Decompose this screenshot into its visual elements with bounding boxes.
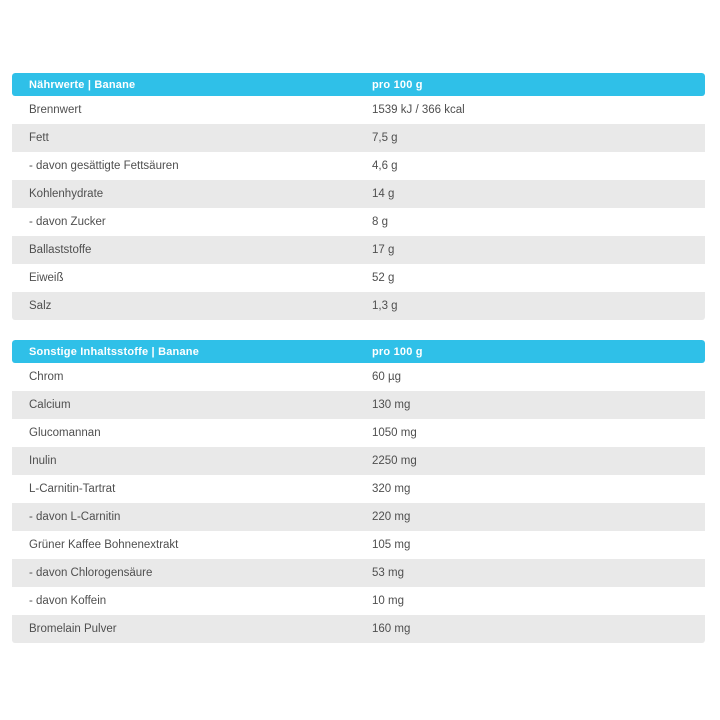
table-row [12, 419, 705, 447]
table-row [12, 475, 705, 503]
row-label: - davon Chlorogensäure [29, 567, 153, 579]
row-label: Brennwert [29, 104, 82, 116]
table-row [12, 236, 705, 264]
row-label: Ballaststoffe [29, 244, 92, 256]
row-label: Salz [29, 300, 52, 312]
row-label: - davon Zucker [29, 216, 106, 228]
row-label: - davon L-Carnitin [29, 511, 121, 523]
table-row [12, 447, 705, 475]
table-body [12, 363, 705, 643]
row-value: 220 mg [372, 511, 411, 523]
table-row [12, 503, 705, 531]
table-row [12, 363, 705, 391]
row-label: Bromelain Pulver [29, 623, 117, 635]
table-header [12, 340, 705, 363]
row-value: 1,3 g [372, 300, 398, 312]
table-row [12, 180, 705, 208]
table-header-unit: pro 100 g [372, 345, 423, 358]
table-body [12, 96, 705, 320]
table-row [12, 391, 705, 419]
table-row [12, 96, 705, 124]
table-row [12, 152, 705, 180]
row-value: 10 mg [372, 595, 404, 607]
table-row [12, 264, 705, 292]
row-value: 53 mg [372, 567, 404, 579]
row-value: 1050 mg [372, 427, 417, 439]
row-label: Glucomannan [29, 427, 101, 439]
table-row [12, 208, 705, 236]
table-row [12, 587, 705, 615]
row-label: Kohlenhydrate [29, 188, 104, 200]
row-value: 14 g [372, 188, 395, 200]
table-row [12, 292, 705, 320]
table-row [12, 531, 705, 559]
row-value: 60 µg [372, 371, 402, 383]
row-label: Calcium [29, 399, 71, 411]
nutrition-table-sonstige-inhaltsstoffe [12, 340, 705, 643]
table-header-title: Sonstige Inhaltsstoffe | Banane [29, 345, 200, 358]
row-value: 7,5 g [372, 132, 398, 144]
row-label: Grüner Kaffee Bohnenextrakt [29, 539, 179, 551]
table-header-unit: pro 100 g [372, 78, 423, 91]
table-header [12, 73, 705, 96]
table-row [12, 615, 705, 643]
row-label: L-Carnitin-Tartrat [29, 483, 116, 495]
row-label: Chrom [29, 371, 64, 383]
table-row [12, 124, 705, 152]
table-header-title: Nährwerte | Banane [29, 78, 136, 91]
row-value: 17 g [372, 244, 395, 256]
row-label: Inulin [29, 455, 57, 467]
row-value: 320 mg [372, 483, 411, 495]
row-label: Fett [29, 132, 49, 144]
row-label: - davon Koffein [29, 595, 107, 607]
nutrition-table-naehrwerte [12, 73, 705, 320]
row-value: 105 mg [372, 539, 411, 551]
row-value: 8 g [372, 216, 388, 228]
row-label: - davon gesättigte Fettsäuren [29, 160, 179, 172]
row-value: 1539 kJ / 366 kcal [372, 104, 465, 116]
row-label: Eiweiß [29, 272, 64, 284]
row-value: 2250 mg [372, 455, 417, 467]
row-value: 130 mg [372, 399, 411, 411]
row-value: 4,6 g [372, 160, 398, 172]
row-value: 160 mg [372, 623, 411, 635]
table-row [12, 559, 705, 587]
row-value: 52 g [372, 272, 395, 284]
